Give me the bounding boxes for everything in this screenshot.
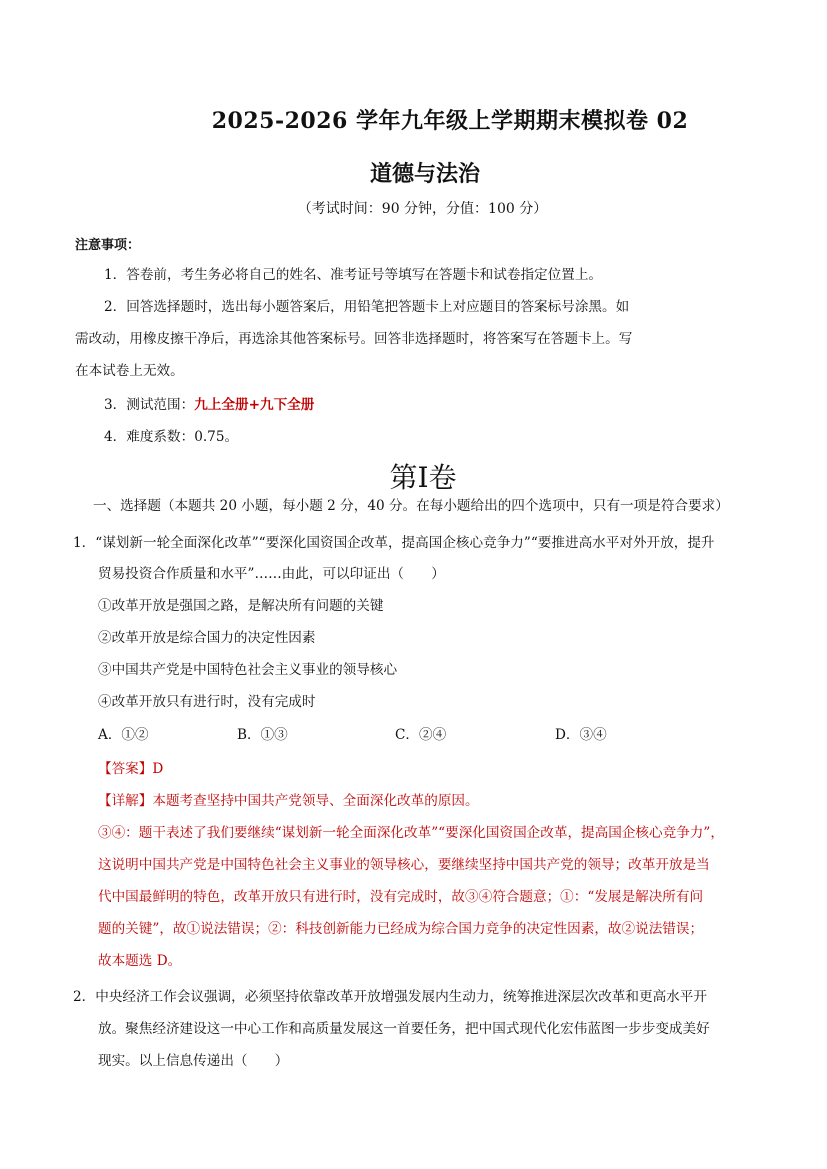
question-2-line-1: 2．中央经济工作会议强调，必须坚持依靠改革开放增强发展内生动力，统筹推进深层次改革和更高水平开 [73,989,707,1005]
question-1-line-1: 1．“谋划新一轮全面深化改革”“要深化国资国企改革，提高国企核心竞争力”“要推进高水平对外开放，提升 [73,535,715,551]
notice-item-2-line-3: 在本试卷上无效。 [75,363,184,379]
exam-title: 2025-2026 学年九年级上学期期末模拟卷 02 [211,108,689,134]
notice-item-2-line-2: 需改动，用橡皮擦干净后，再选涂其他答案标号。回答非选择题时，将答案写在答题卡上。写 [75,331,633,347]
question-2-line-2: 放。聚焦经济建设这一中心工作和高质量发展这一首要任务，把中国式现代化宏伟蓝图一步步变成美好 [98,1021,710,1037]
question-1-detail [98,791,479,811]
question-1-explanation-4: 题的关键”，故①说法错误；②：科技创新能力已经成为综合国力竞争的决定性因素，故②说法错误； [98,921,704,937]
notice-item-1: 1．答卷前，考生务必将自己的姓名、准考证号等填写在答题卡和试卷指定位置上。 [104,267,603,283]
test-range-label: 3．测试范围： [104,397,195,413]
question-1-explanation-3: 代中国最鲜明的特色，改革开放只有进行时，没有完成时，故③④符合题意；①：“发展是解决所有问 [98,889,704,905]
question-1-explanation-1: ③④：题干表述了我们要继续“谋划新一轮全面深化改革”“要深化国资国企改革，提高国企核心竞争力”， [98,825,724,841]
question-1-statement-4: ④改革开放只有进行时，没有完成时 [98,694,316,710]
question-1-line-2: 贸易投资合作质量和水平”……由此，可以印证出（ ） [98,566,445,582]
notice-item-4: 4．难度系数：0.75。 [104,429,239,445]
question-1-statement-1: ①改革开放是强国之路，是解决所有问题的关键 [98,598,384,614]
question-1-statement-3: ③中国共产党是中国特色社会主义事业的领导核心 [98,662,398,678]
notice-item-2-line-1: 2．回答选择题时，选出每小题答案后，用铅笔把答题卡上对应题目的答案标号涂黑。如 [104,299,630,315]
notice-heading: 注意事项： [75,238,141,253]
question-1-explanation-2: 这说明中国共产党是中国特色社会主义事业的领导核心，要继续坚持中国共产党的领导；改革开放是当 [98,857,710,873]
section-title: 第I卷 [389,461,457,494]
question-1-option-b[interactable]: B．①③ [237,727,288,743]
question-1-answer: 【答案】D [98,761,164,777]
test-range-value: 九上全册+九下全册 [194,397,315,413]
exam-info: （考试时间：90 分钟，分值：100 分） [297,201,548,217]
subject-title: 道德与法治 [369,161,480,187]
question-1-option-a[interactable]: A．①② [98,727,149,743]
question-2-line-3: 现实。以上信息传递出（ ） [98,1053,289,1069]
question-1-explanation-5: 故本题选 D。 [98,953,182,969]
question-1-statement-2: ②改革开放是综合国力的决定性因素 [98,630,316,646]
notice-item-3 [104,395,314,415]
detail-text: 本题考查坚持中国共产党领导、全面深化改革的原因。 [152,793,479,809]
detail-label: 【详解】 [98,793,153,809]
question-1-option-c[interactable]: C．②④ [395,727,447,743]
question-1-option-d[interactable]: D．③④ [555,727,607,743]
section-instruction: 一、选择题（本题共 20 小题，每小题 2 分，40 分。在每小题给出的四个选项中，只有一项是符合要求） [93,498,729,514]
